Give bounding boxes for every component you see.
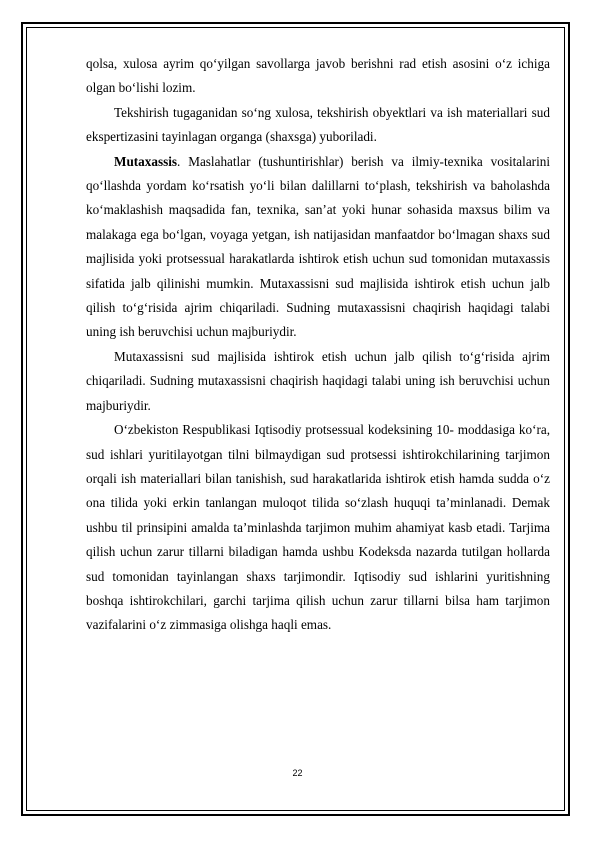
paragraph-specialist-text: . Maslahatlar (tushuntirishlar) berish va ilmiy-texnika vositalarini qo‘llashda yordam ko‘rsatish yo‘li bilan dalillarni to‘plash, tekshirish va baholashda ko‘maklashish maqsadida fan, texnika, san’at yoki hunar sohasida maxsus bilim va malakaga ega bo‘lgan, voyaga yetgan, ish natijasidan manfaatdor bo‘lmagan shaxs sud majlisida yoki protsessual harakatlarda ishtirok etish uchun sud tomonidan mutaxassis sifatida jalb qilinishi mumkin. Mutaxassisni sud majlisida ishtirok etish uchun jalb qilish to‘g‘risida ajrim chiqariladi. Sudning mutaxassisni chaqirish haqidagi talabi uning ish beruvchisi uchun majburiydir.: [86, 153, 550, 340]
term-specialist: Mutaxassis: [114, 153, 178, 169]
paragraph-translator: O‘zbekiston Respublikasi Iqtisodiy protsessual kodeksining 10- moddasiga ko‘ra, sud ishlari yuritilayotgan tilni bilmaydigan sud protsessi ishtirokchilarining tarjimon orqali ish materiallari bilan tanishish, sud harakatlarida ishtirok etish hamda sudda o‘z ona tilida yoki erkin tanlangan muloqot tilida so‘zlash huquqi ta’minlanadi. Demak ushbu til prinsipini amalda ta’minlashda tarjimon muhim ahamiyat kasb etadi. Tarjima qilish uchun zarur tillarni biladigan hamda ushbu Kodeksda nazarda tutilgan hollarda sud tomonidan tayinlangan shaxs tarjimondir. Iqtisodiy sud ishlarini yuritishning boshqa ishtirokchilari, garchi tarjima qilish uchun zarur tillarni bilsa ham tarjimon vazifalarini o‘z zimmasiga olishga haqli emas.: [86, 422, 550, 633]
document-body: [86, 52, 550, 638]
paragraph-conclusion-continued: qolsa, xulosa ayrim qo‘yilgan savollarga javob berishni rad etish asosini o‘z ichiga olgan bo‘lishi lozim.: [86, 56, 550, 96]
paragraph-conclusion-sent: Tekshirish tugaganidan so‘ng xulosa, tekshirish obyektlari va ish materiallari sud ekspertizasini tayinlagan organga (shaxsga) yuboriladi.: [86, 104, 550, 145]
paragraph-specialist-summons: Mutaxassisni sud majlisida ishtirok etish uchun jalb qilish to‘g‘risida ajrim chiqariladi. Sudning mutaxassisni chaqirish haqidagi talabi uning ish beruvchisi uchun majburiydir.: [86, 348, 550, 413]
paragraph-specialist-definition: [86, 150, 550, 345]
page-number: 22: [292, 768, 303, 778]
